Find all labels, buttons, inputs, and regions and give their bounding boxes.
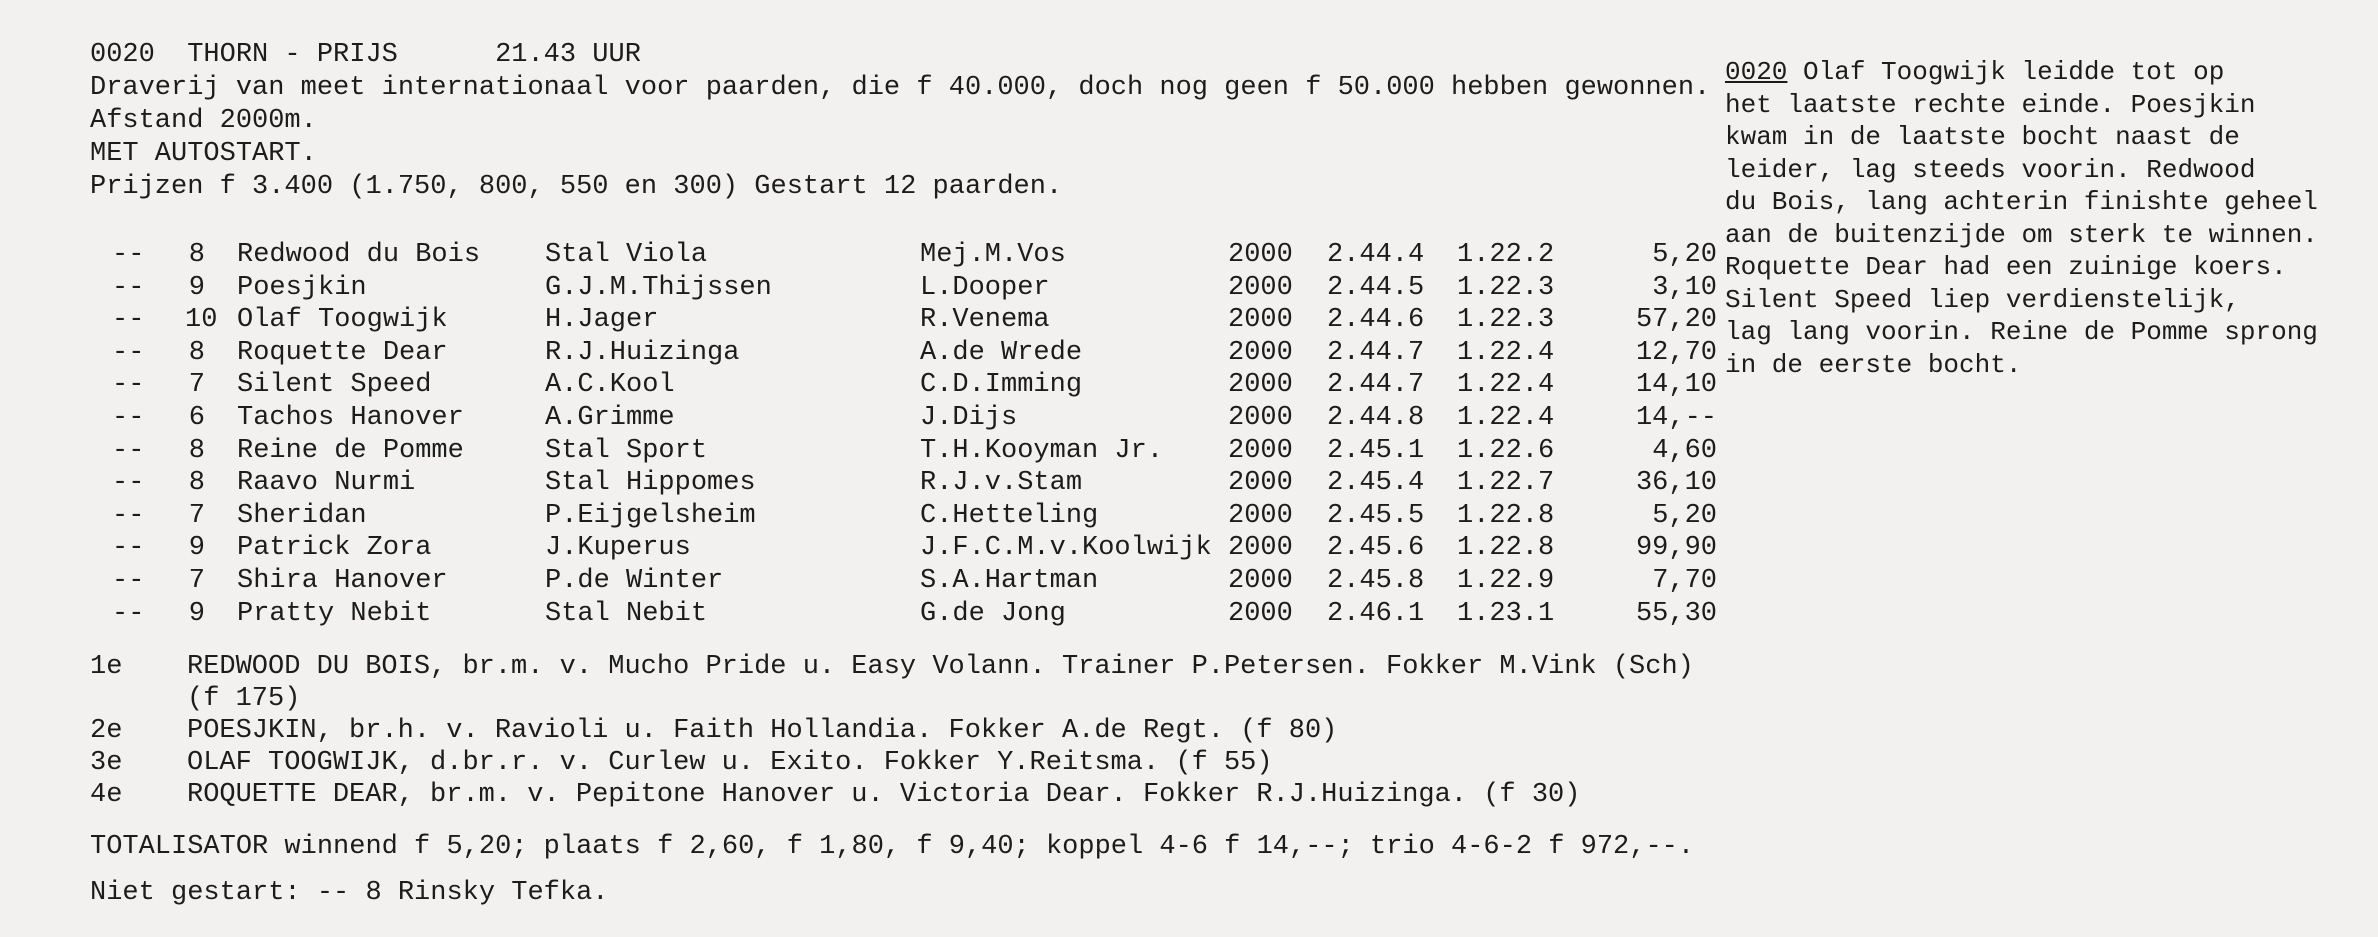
row-owner: Stal Nebit <box>545 598 708 629</box>
row-age: 8 <box>188 337 205 368</box>
row-owner: Stal Hippomes <box>545 468 756 499</box>
race-prizes: Prijzen f 3.400 (1.750, 800, 550 en 300) Gestart 12 paarden. <box>90 172 1063 202</box>
row-age: 7 <box>188 566 205 596</box>
race-header-line <box>90 40 641 70</box>
row-odds: 12,70 <box>1635 337 1717 368</box>
totalisator-line: TOTALISATOR winnend f 5,20; plaats f 2,60, f 1,80, f 9,40; koppel 4-6 f 14,--; trio 4-6-2 f 972,--. <box>90 832 1695 862</box>
race-description: Draverij van meet internationaal voor paarden, die f 40.000, doch nog geen f 50.000 hebben gewonnen. <box>90 73 1711 103</box>
row-odds: 36,10 <box>1635 468 1717 499</box>
row-distance: 2000 <box>1228 500 1293 531</box>
row-age: 8 <box>188 435 205 466</box>
row-km-time: 1.22.8 <box>1457 533 1555 564</box>
row-time: 2.44.7 <box>1327 370 1425 401</box>
row-distance: 2000 <box>1228 468 1293 499</box>
row-horse: Reine de Pomme <box>237 435 464 466</box>
row-horse: Redwood du Bois <box>237 240 481 270</box>
row-time: 2.44.7 <box>1327 337 1425 368</box>
row-driver: G.de Jong <box>920 598 1066 629</box>
placing-text: REDWOOD DU BOIS, br.m. v. Mucho Pride u. Easy Volann. Trainer P.Petersen. Fokker M.Vink (Sch) <box>187 652 1694 682</box>
row-distance: 2000 <box>1228 305 1293 336</box>
race-time: 21.43 UUR <box>495 40 641 70</box>
race-distance: Afstand 2000m. <box>90 106 317 136</box>
row-time: 2.45.4 <box>1327 468 1425 499</box>
row-driver: Mej.M.Vos <box>920 240 1066 270</box>
row-owner: G.J.M.Thijssen <box>545 272 772 303</box>
row-owner: P.de Winter <box>545 566 724 596</box>
row-driver: C.D.Imming <box>920 370 1083 401</box>
row-distance: 2000 <box>1228 533 1293 564</box>
row-driver: L.Dooper <box>920 272 1050 303</box>
commentary-line: leider, lag steeds voorin. Redwood <box>1725 154 2256 185</box>
race-commentary <box>1725 56 2365 381</box>
row-horse: Raavo Nurmi <box>237 468 416 499</box>
row-owner: A.C.Kool <box>545 370 675 401</box>
row-odds: 57,20 <box>1635 305 1717 336</box>
commentary-line: Roquette Dear had een zuinige koers. <box>1725 252 2287 282</box>
row-odds: 3,10 <box>1652 272 1717 303</box>
row-distance: 2000 <box>1228 566 1293 596</box>
row-horse: Olaf Toogwijk <box>237 305 448 336</box>
race-code: 0020 <box>90 40 155 70</box>
row-horse: Sheridan <box>237 500 367 531</box>
row-horse: Patrick Zora <box>237 533 432 564</box>
row-horse: Pratty Nebit <box>237 598 432 629</box>
row-owner: R.J.Huizinga <box>545 337 740 368</box>
row-distance: 2000 <box>1228 403 1293 433</box>
row-age: 8 <box>188 240 205 270</box>
row-driver: J.F.C.M.v.Koolwijk <box>920 533 1212 564</box>
row-place: -- <box>112 272 145 303</box>
row-owner: H.Jager <box>545 305 659 336</box>
row-place: -- <box>112 500 145 531</box>
row-owner: Stal Sport <box>545 435 708 466</box>
row-owner: P.Eijgelsheim <box>545 500 756 531</box>
row-odds: 4,60 <box>1652 435 1717 466</box>
row-place: -- <box>112 370 145 401</box>
row-driver: A.de Wrede <box>920 337 1083 368</box>
row-time: 2.44.5 <box>1327 272 1425 303</box>
placing-text-cont: (f 175) <box>187 684 301 714</box>
race-start-type: MET AUTOSTART. <box>90 139 317 169</box>
row-place: -- <box>112 240 145 270</box>
commentary-line: in de eerste bocht. <box>1725 349 2022 380</box>
row-km-time: 1.22.3 <box>1457 305 1555 336</box>
placing-label: 1e <box>90 652 123 682</box>
not-started-line: Niet gestart: -- 8 Rinsky Tefka. <box>90 878 609 908</box>
row-driver: J.Dijs <box>920 403 1018 433</box>
placing-label: 2e <box>90 716 123 746</box>
row-km-time: 1.22.4 <box>1457 403 1555 433</box>
row-age: 9 <box>188 598 205 629</box>
row-time: 2.44.8 <box>1327 403 1425 433</box>
row-km-time: 1.22.8 <box>1457 500 1555 531</box>
row-odds: 99,90 <box>1635 533 1717 564</box>
row-km-time: 1.22.4 <box>1457 337 1555 368</box>
row-km-time: 1.22.4 <box>1457 370 1555 401</box>
row-age: 9 <box>188 272 205 303</box>
row-age: 8 <box>188 468 205 499</box>
row-distance: 2000 <box>1228 598 1293 629</box>
row-odds: 14,10 <box>1635 370 1717 401</box>
row-distance: 2000 <box>1228 272 1293 303</box>
placing-label: 4e <box>90 780 123 810</box>
row-horse: Poesjkin <box>237 272 367 303</box>
row-time: 2.45.8 <box>1327 566 1425 596</box>
row-horse: Silent Speed <box>237 370 432 401</box>
placing-text: POESJKIN, br.h. v. Ravioli u. Faith Hollandia. Fokker A.de Regt. (f 80) <box>187 716 1338 746</box>
row-age: 7 <box>188 500 205 531</box>
row-owner: A.Grimme <box>545 403 675 433</box>
row-time: 2.44.4 <box>1327 240 1425 270</box>
row-age: 7 <box>188 370 205 401</box>
row-km-time: 1.23.1 <box>1457 598 1555 629</box>
row-place: -- <box>112 533 145 564</box>
row-time: 2.45.5 <box>1327 500 1425 531</box>
row-distance: 2000 <box>1228 435 1293 466</box>
row-odds: 14,-- <box>1635 403 1717 433</box>
commentary-line: het laatste rechte einde. Poesjkin <box>1725 89 2256 120</box>
row-odds: 5,20 <box>1652 240 1717 270</box>
row-owner: J.Kuperus <box>545 533 691 564</box>
row-distance: 2000 <box>1228 370 1293 401</box>
commentary-first-line: Olaf Toogwijk leidde tot op <box>1787 57 2225 87</box>
commentary-line: kwam in de laatste bocht naast de <box>1725 122 2240 152</box>
row-driver: C.Hetteling <box>920 500 1099 531</box>
row-place: -- <box>112 305 145 336</box>
race-name: THORN - PRIJS <box>187 40 398 70</box>
commentary-line: lag lang voorin. Reine de Pomme sprong <box>1725 317 2318 347</box>
row-time: 2.45.1 <box>1327 435 1425 466</box>
row-odds: 5,20 <box>1652 500 1717 531</box>
commentary-line: Silent Speed liep verdienstelijk, <box>1725 284 2240 315</box>
row-place: -- <box>112 468 145 499</box>
row-km-time: 1.22.2 <box>1457 240 1555 270</box>
row-odds: 55,30 <box>1635 598 1717 629</box>
row-place: -- <box>112 435 145 466</box>
row-time: 2.44.6 <box>1327 305 1425 336</box>
row-place: -- <box>112 598 145 629</box>
row-odds: 7,70 <box>1652 566 1717 596</box>
placing-label: 3e <box>90 748 123 778</box>
row-age: 10 <box>185 305 218 336</box>
row-place: -- <box>112 403 145 433</box>
row-distance: 2000 <box>1228 337 1293 368</box>
row-km-time: 1.22.9 <box>1457 566 1555 596</box>
row-place: -- <box>112 566 145 596</box>
row-km-time: 1.22.6 <box>1457 435 1555 466</box>
row-horse: Roquette Dear <box>237 337 448 368</box>
row-place: -- <box>112 337 145 368</box>
row-age: 9 <box>188 533 205 564</box>
commentary-line: aan de buitenzijde om sterk te winnen. <box>1725 219 2318 250</box>
row-time: 2.45.6 <box>1327 533 1425 564</box>
row-horse: Tachos Hanover <box>237 403 464 433</box>
commentary-line: du Bois, lang achterin finishte geheel <box>1725 187 2318 217</box>
row-driver: R.Venema <box>920 305 1050 336</box>
row-horse: Shira Hanover <box>237 566 448 596</box>
row-owner: Stal Viola <box>545 240 708 270</box>
row-km-time: 1.22.7 <box>1457 468 1555 499</box>
placing-text: ROQUETTE DEAR, br.m. v. Pepitone Hanover u. Victoria Dear. Fokker R.J.Huizinga. (f 30) <box>187 780 1581 810</box>
row-distance: 2000 <box>1228 240 1293 270</box>
commentary-code: 0020 <box>1725 57 1788 87</box>
row-driver: T.H.Kooyman Jr. <box>920 435 1164 466</box>
row-driver: S.A.Hartman <box>920 566 1099 596</box>
row-age: 6 <box>188 403 205 433</box>
row-driver: R.J.v.Stam <box>920 468 1083 499</box>
placing-text: OLAF TOOGWIJK, d.br.r. v. Curlew u. Exito. Fokker Y.Reitsma. (f 55) <box>187 748 1273 778</box>
row-km-time: 1.22.3 <box>1457 272 1555 303</box>
row-time: 2.46.1 <box>1327 598 1425 629</box>
